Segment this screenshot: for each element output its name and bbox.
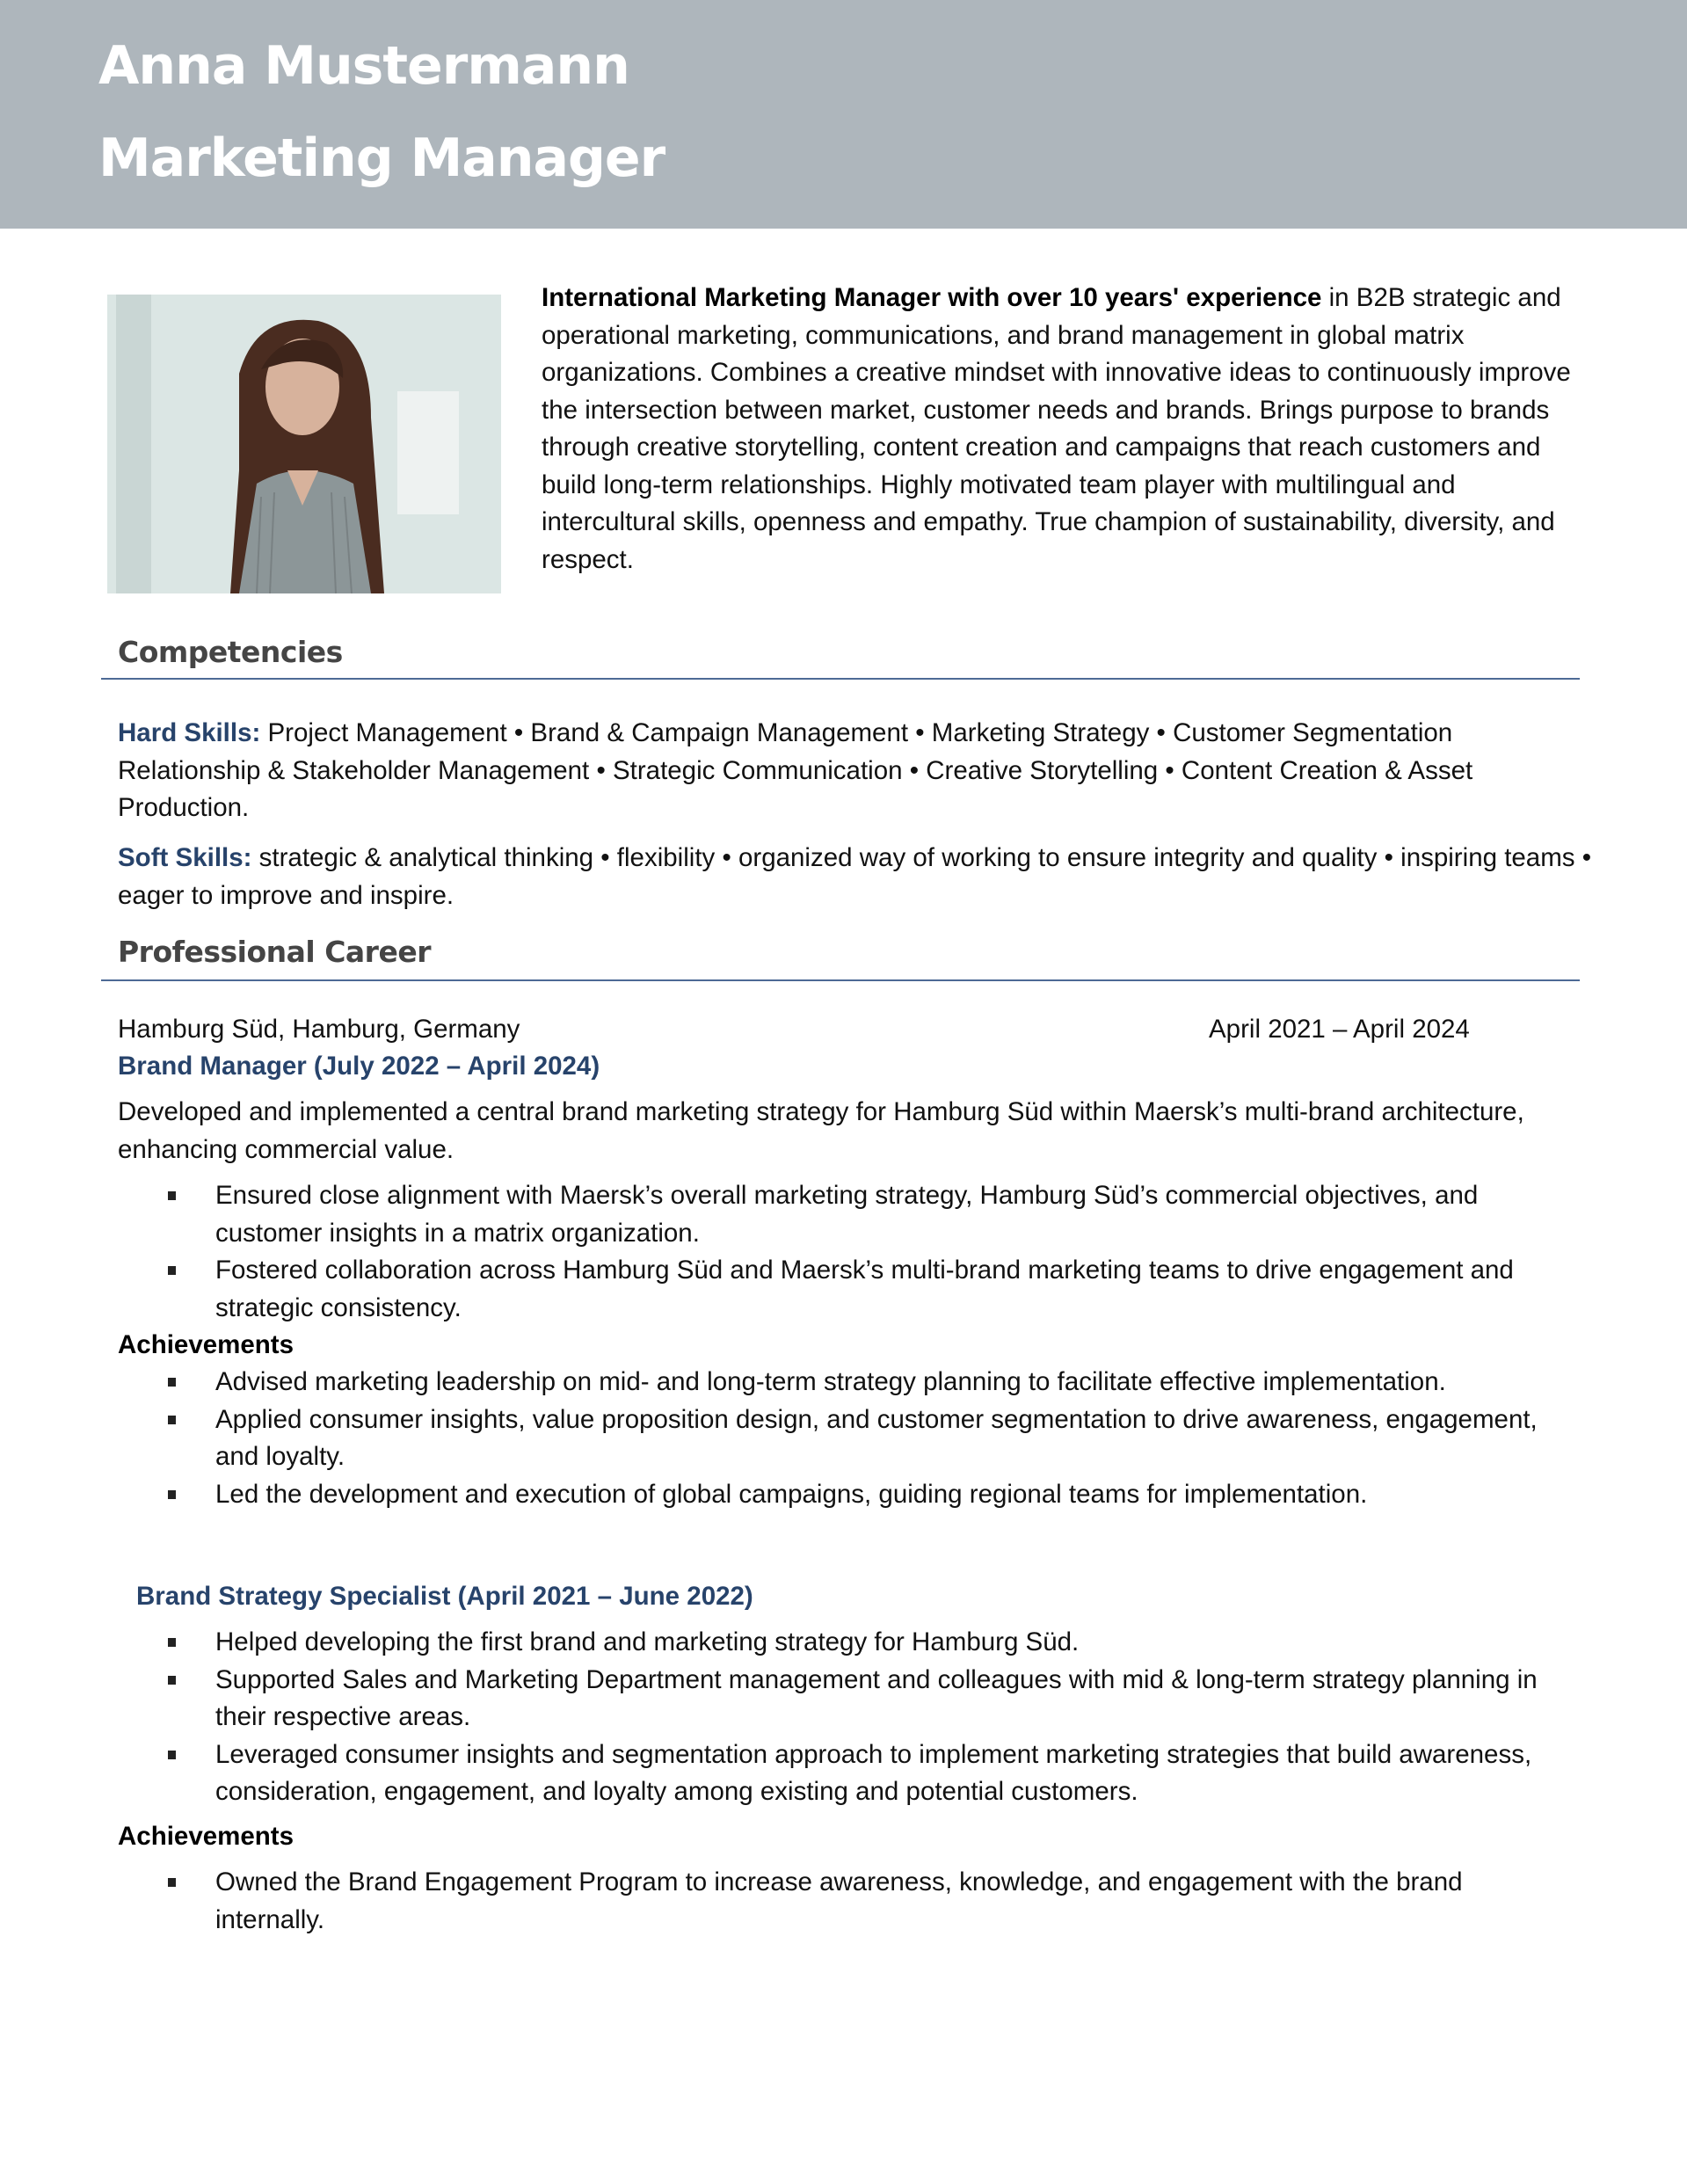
profile-summary bbox=[542, 280, 1579, 579]
soft-skills-label: Soft Skills: bbox=[118, 843, 252, 872]
list-item: Fostered collaboration across Hamburg Süd and Maersk’s multi-brand marketing teams to drive engagement and strategic consistency. bbox=[118, 1252, 1568, 1327]
square-bullet-icon bbox=[168, 1378, 176, 1387]
candidate-title: Marketing Manager bbox=[98, 127, 665, 189]
list-item: Applied consumer insights, value proposition design, and customer segmentation to drive awareness, engagement, and loyalty. bbox=[118, 1401, 1568, 1476]
career-divider bbox=[101, 979, 1580, 981]
square-bullet-icon bbox=[168, 1266, 176, 1275]
hard-skills-label: Hard Skills: bbox=[118, 718, 261, 747]
square-bullet-icon bbox=[168, 1878, 176, 1887]
career-heading: Professional Career bbox=[118, 935, 431, 969]
hard-skills-text: Project Management • Brand & Campaign Management • Marketing Strategy • Customer Segmentation Relationship & Stakeholder Management • Strategic Communication • Creative Storytelling • Content Creation & Asset Production. bbox=[118, 718, 1473, 822]
achievements-heading: Achievements bbox=[118, 1330, 294, 1359]
candidate-name: Anna Mustermann bbox=[98, 35, 629, 97]
square-bullet-icon bbox=[168, 1676, 176, 1685]
list-item: Leveraged consumer insights and segmentation approach to implement marketing strategies that build awareness, consideration, engagement, and loyalty among existing and potential customers. bbox=[118, 1736, 1568, 1811]
list-item: Ensured close alignment with Maersk’s overall marketing strategy, Hamburg Süd’s commercial objectives, and customer insights in a matrix organization. bbox=[118, 1177, 1568, 1252]
square-bullet-icon bbox=[168, 1490, 176, 1499]
role-description: Developed and implemented a central brand marketing strategy for Hamburg Süd within Maersk’s multi-brand architecture, enhancing commercial value. bbox=[118, 1097, 1524, 1164]
role-title: Brand Manager (July 2022 – April 2024) bbox=[118, 1052, 600, 1081]
company-dates: April 2021 – April 2024 bbox=[1209, 1015, 1470, 1044]
hard-skills bbox=[118, 715, 1595, 827]
competencies-divider bbox=[101, 678, 1580, 680]
list-item: Led the development and execution of global campaigns, guiding regional teams for implementation. bbox=[118, 1476, 1568, 1514]
summary-text: in B2B strategic and operational marketing, communications, and brand management in global matrix organizations. Combines a creative mindset with innovative ideas to continuously improve the intersection between market, customer needs and brands. Brings purpose to brands through creative storytelling, content creation and campaigns that reach customers and build long-term relationships. Highly motivated team player with multilingual and intercultural skills, openness and empathy. True champion of sustainability, diversity, and respect. bbox=[542, 283, 1571, 574]
achievements-list bbox=[118, 1364, 1568, 1513]
role-bullets bbox=[118, 1624, 1568, 1811]
soft-skills-text: strategic & analytical thinking • flexibility • organized way of working to ensure integrity and quality • inspiring teams • eager to improve and inspire. bbox=[118, 843, 1592, 910]
company-name: Hamburg Süd, Hamburg, Germany bbox=[118, 1015, 520, 1044]
square-bullet-icon bbox=[168, 1751, 176, 1759]
list-item: Helped developing the first brand and marketing strategy for Hamburg Süd. bbox=[118, 1624, 1568, 1662]
profile-photo bbox=[107, 295, 501, 593]
soft-skills bbox=[118, 840, 1595, 914]
summary-lead: International Marketing Manager with over 10 years' experience bbox=[542, 283, 1322, 312]
achievements-list bbox=[118, 1864, 1568, 1939]
list-item: Advised marketing leadership on mid- and long-term strategy planning to facilitate effective implementation. bbox=[118, 1364, 1568, 1401]
competencies-heading: Competencies bbox=[118, 635, 343, 669]
role-bullets bbox=[118, 1177, 1568, 1327]
portrait-illustration bbox=[107, 295, 501, 593]
list-item: Owned the Brand Engagement Program to increase awareness, knowledge, and engagement with the brand internally. bbox=[118, 1864, 1568, 1939]
square-bullet-icon bbox=[168, 1191, 176, 1200]
role-title: Brand Strategy Specialist (April 2021 – June 2022) bbox=[136, 1582, 753, 1611]
achievements-heading: Achievements bbox=[118, 1822, 294, 1851]
list-item: Supported Sales and Marketing Department management and colleagues with mid & long-term strategy planning in their respective areas. bbox=[118, 1662, 1568, 1736]
header-band bbox=[0, 0, 1687, 229]
square-bullet-icon bbox=[168, 1638, 176, 1647]
company-row bbox=[118, 1011, 1472, 1048]
square-bullet-icon bbox=[168, 1416, 176, 1424]
